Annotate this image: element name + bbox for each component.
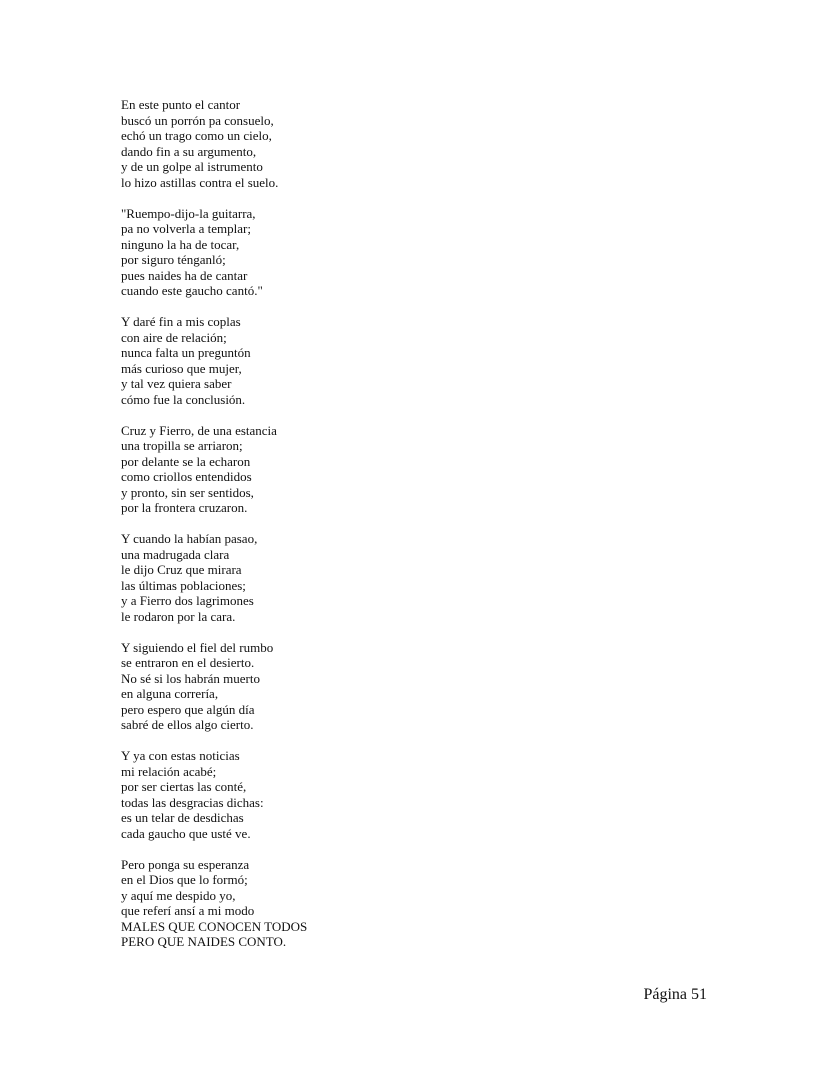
verse-line: más curioso que mujer, [121, 360, 242, 376]
verse-line: PERO QUE NAIDES CONTO. [121, 934, 287, 949]
stanza [121, 423, 441, 516]
verse-line: pues naides ha de cantar [121, 267, 248, 283]
verse-line: echó un trago como un cielo, [121, 128, 272, 143]
verse-line: Pero ponga su esperanza [121, 856, 250, 872]
verse-line: una madrugada clara [121, 546, 230, 562]
verse-line: y aquí me despido yo, [121, 887, 236, 903]
verse-line: por delante se la echaron [121, 453, 251, 469]
verse-line: todas las desgracias dichas: [121, 794, 264, 810]
verse-line: por la frontera cruzaron. [121, 500, 248, 515]
verse-line: cuando este gaucho cantó." [121, 283, 263, 298]
verse-line: sabré de ellos algo cierto. [121, 717, 254, 732]
verse-line: como criollos entendidos [121, 469, 252, 484]
stanza [121, 640, 441, 733]
stanza [121, 314, 441, 407]
verse-line: y tal vez quiera saber [121, 376, 232, 391]
verse-line: por ser ciertas las conté, [121, 779, 247, 794]
verse-line: cómo fue la conclusión. [121, 391, 246, 407]
verse-line: que referí ansí a mi modo [121, 903, 255, 918]
verse-line: en el Dios que lo formó; [121, 872, 248, 887]
verse-line: con aire de relación; [121, 329, 227, 345]
stanza [121, 531, 441, 624]
verse-line: No sé si los habrán muerto [121, 670, 261, 686]
verse-line: Cruz y Fierro, de una estancia [121, 422, 277, 438]
verse-line: Y ya con estas noticias [121, 748, 240, 763]
verse-line: una tropilla se arriaron; [121, 438, 243, 453]
stanza [121, 748, 441, 841]
verse-line: Y siguiendo el fiel del rumbo [121, 639, 274, 655]
stanza [121, 97, 441, 190]
verse-line: nunca falta un preguntón [121, 345, 251, 360]
verse-line: cada gaucho que usté ve. [121, 825, 251, 841]
verse-line: Y cuando la habían pasao, [121, 531, 258, 546]
stanza [121, 206, 441, 299]
verse-line: ninguno la ha de tocar, [121, 236, 240, 252]
verse-line: y de un golpe al istrumento [121, 159, 263, 174]
verse-line: le rodaron por la cara. [121, 608, 236, 624]
verse-line: es un telar de desdichas [121, 810, 244, 825]
verse-line: Y daré fin a mis coplas [121, 314, 241, 329]
page-number: Página 51 [643, 986, 707, 1003]
verse-line: buscó un porrón pa consuelo, [121, 112, 274, 128]
verse-line: y a Fierro dos lagrimones [121, 593, 254, 608]
verse-line: se entraron en el desierto. [121, 655, 255, 670]
verse-line: y pronto, sin ser sentidos, [121, 484, 254, 500]
verse-line: mi relación acabé; [121, 763, 217, 779]
verse-line: lo hizo astillas contra el suelo. [121, 174, 279, 190]
verse-line: en alguna correría, [121, 686, 219, 701]
verse-line: dando fin a su argumento, [121, 143, 257, 159]
verse-line: por siguro ténganló; [121, 252, 226, 267]
verse-line: las últimas poblaciones; [121, 577, 246, 593]
verse-line: pa no volverla a templar; [121, 221, 251, 236]
verse-line: MALES QUE CONOCEN TODOS [121, 918, 308, 934]
verse-line: En este punto el cantor [121, 97, 241, 112]
verse-line: "Ruempo-dijo-la guitarra, [121, 205, 256, 221]
poem-body [121, 97, 441, 965]
verse-line: pero espero que algún día [121, 701, 255, 717]
stanza [121, 857, 441, 950]
verse-line: le dijo Cruz que mirara [121, 562, 242, 577]
